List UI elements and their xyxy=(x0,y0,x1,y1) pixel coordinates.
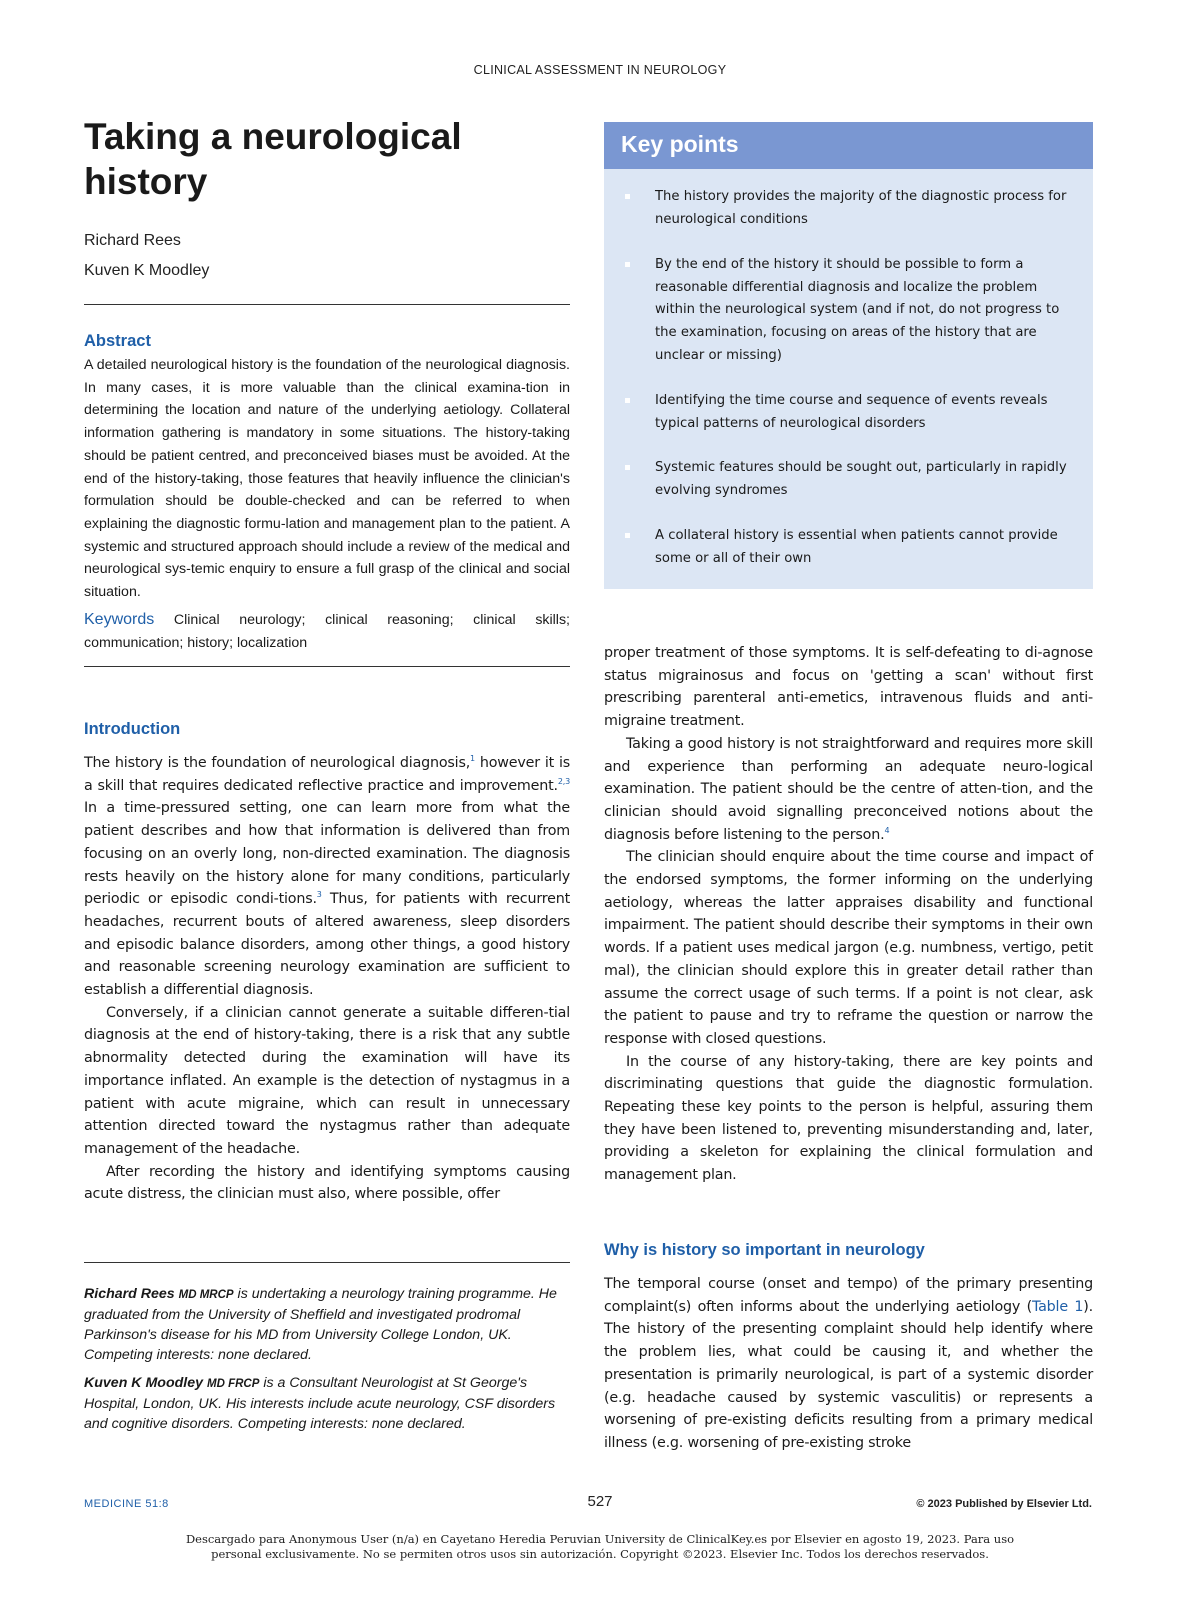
bullet-icon xyxy=(625,398,630,403)
paragraph: In the course of any history-taking, there are key points and discriminating questions that guide the diagnostic formulation. Repeating these key points to the person is helpful, assuring them they have been listened to, preventing misunderstanding and, later, providing a skeleton for explaining the clinical formulation and management plan. xyxy=(604,1053,1093,1184)
bio-name: Richard Rees xyxy=(84,1286,175,1302)
citation-ref[interactable]: 2,3 xyxy=(557,776,570,786)
right-column-body xyxy=(604,642,1093,1187)
paragraph: Conversely, if a clinician cannot generate a suitable differen-tial diagnosis at the end of history-taking, there is a risk that any subtle abnormality detected during the examination will have its importance inflated. An example is the detection of nystagmus in a patient with acute migraine, which can result in unnecessary attention directed toward the nystagmus rather than adequate management of the headache. xyxy=(84,1004,570,1157)
bullet-icon xyxy=(625,194,630,199)
bio-text: is a Consultant Neurologist at St George's Hospital, London, UK. His interests include acute neurology, CSF disorders and cognitive disorders. Competing interests: none declared. xyxy=(84,1375,556,1432)
table-link[interactable]: Table 1 xyxy=(1031,1298,1084,1315)
paragraph: proper treatment of those symptoms. It is self-defeating to di-agnose status migrainosus and focus on 'getting a scan' without first prescribing parenteral anti-emetics, intravenous fluids and anti-migraine treatment. xyxy=(604,645,1093,730)
bio-name: Kuven K Moodley xyxy=(84,1375,204,1391)
author-name: Richard Rees xyxy=(84,232,181,249)
key-points-header xyxy=(604,122,1093,169)
running-head: CLINICAL ASSESSMENT IN NEUROLOGY xyxy=(473,63,727,77)
key-point-item: The history provides the majority of the diagnostic process for neurological conditions xyxy=(625,186,1073,231)
abstract-heading: Abstract xyxy=(84,332,151,350)
keywords-label: Keywords xyxy=(84,611,155,628)
key-point-item: A collateral history is essential when patients cannot provide some or all of their own xyxy=(625,525,1073,570)
page-number: 527 xyxy=(587,1493,613,1510)
bio-credentials: MD FRCP xyxy=(206,1378,260,1390)
bio-credentials: MD MRCP xyxy=(178,1289,234,1301)
author-name: Kuven K Moodley xyxy=(84,262,210,279)
keywords xyxy=(84,609,570,654)
paragraph: After recording the history and identifying symptoms causing acute distress, the clinician must also, where possible, offer xyxy=(84,1163,570,1203)
download-note-line: Descargado para Anonymous User (n/a) en Cayetano Heredia Peruvian University de ClinicalKey.es por Elsevier en agosto 19, 2023. Para uso xyxy=(185,1532,1015,1546)
paragraph: The temporal course (onset and tempo) of the primary presenting complaint(s) often informs about the underlying aetiology (Table 1). The history of the presenting complaint should help identify where the problem lies, what could be causing it, and whether the presentation is primarily neurological, is part of a systemic disorder (e.g. headache caused by systemic vasculitis) or represents a worsening of pre-existing deficits resulting from a primary medical illness (e.g. worsening of pre-existing stroke xyxy=(604,1276,1093,1451)
footer-copyright: © 2023 Published by Elsevier Ltd. xyxy=(916,1498,1092,1510)
divider xyxy=(84,666,570,667)
author-bio xyxy=(84,1373,564,1434)
key-point-item: Identifying the time course and sequence of events reveals typical patterns of neurological disorders xyxy=(625,390,1073,435)
introduction-heading: Introduction xyxy=(84,720,181,738)
key-points-box xyxy=(604,122,1093,589)
bullet-icon xyxy=(625,465,630,470)
download-note xyxy=(0,1532,1200,1562)
keywords-text: Clinical neurology; clinical reasoning; clinical skills; communication; history; localization xyxy=(84,612,570,651)
author-bio xyxy=(84,1284,564,1365)
key-point-item: By the end of the history it should be possible to form a reasonable differential diagnosis and localize the problem within the neurological system (and if not, do not progress to the examination, focusing on areas of the history that are unclear or missing) xyxy=(625,254,1073,368)
paragraph: The clinician should enquire about the time course and impact of the endorsed symptoms, the former informing on the underlying aetiology, whereas the latter appraises disability and functional impairment. The patient should describe their symptoms in their own words. If a patient uses medical jargon (e.g. numbness, vertigo, petit mal), the clinician should explore this in greater detail rather than assume the correct usage of such terms. If a point is not clear, ask the patient to pause and try to reframe the question or narrow the response with closed questions. xyxy=(604,849,1093,1047)
paragraph: The history is the foundation of neurological diagnosis,$^1$ however it is a skill that requires dedicated reflective practice and improvement.$^{2,3}$ In a time-pressured setting, one can learn more from what the patient describes and how that information is delivered than from focusing on an overly long, non-directed examination. The diagnosis rests heavily on the history alone for many conditions, particularly periodic or episodic condi-tions.$^3$ Thus, for patients with recurrent headaches, recurrent bouts of altered awareness, sleep disorders and episodic balance disorders, among other things, a good history and reasonable screening neurology examination are sufficient to establish a differential diagnosis. xyxy=(84,754,570,999)
paragraph: Taking a good history is not straightforward and requires more skill and experience than performing an adequate neuro-logical examination. The patient should be the centre of atten-tion, and the clinician should avoid signalling preconceived notions about the diagnosis before listening to the person.$^4$ xyxy=(604,735,1093,843)
citation-ref[interactable]: 3 xyxy=(316,890,322,900)
section-body xyxy=(604,1273,1093,1455)
key-point-item: Systemic features should be sought out, particularly in rapidly evolving syndromes xyxy=(625,457,1073,502)
key-points-title: Key points xyxy=(621,131,739,157)
divider xyxy=(84,304,570,305)
bullet-icon xyxy=(625,262,630,267)
bullet-icon xyxy=(625,533,630,538)
section-heading: Why is history so important in neurology xyxy=(604,1241,925,1259)
citation-ref[interactable]: 1 xyxy=(470,754,475,764)
footer-journal: MEDICINE 51:8 xyxy=(84,1498,169,1510)
divider xyxy=(84,1262,570,1263)
bio-text: is undertaking a neurology training programme. He graduated from the University of Sheffield and investigated prodromal Parkinson's disease for his MD from University College London, UK. Competing interests: none declared. xyxy=(84,1286,557,1363)
introduction-body xyxy=(84,752,570,1206)
download-note-line: personal exclusivamente. No se permiten otros usos sin autorización. Copyright ©2023. Elsevier Inc. Todos los derechos reservados. xyxy=(211,1547,989,1561)
citation-ref[interactable]: 4 xyxy=(884,825,890,835)
article-title: Taking a neurological history xyxy=(84,116,462,202)
abstract-text: A detailed neurological history is the foundation of the neurological diagnosis. In many cases, it is more valuable than the clinical examina-tion in determining the location and nature of the underlying aetiology. Collateral information gathering is mandatory in some situations. The history-taking should be patient centred, and preconceived biases must be avoided. At the end of the history-taking, those features that heavily influence the clinician's formulation should be double-checked and can be referred to when explaining the diagnostic formu-lation and management plan to the patient. A systemic and structured approach should include a review of the medical and neurological sys-temic enquiry to ensure a full grasp of the clinical and social situation. xyxy=(84,357,570,601)
